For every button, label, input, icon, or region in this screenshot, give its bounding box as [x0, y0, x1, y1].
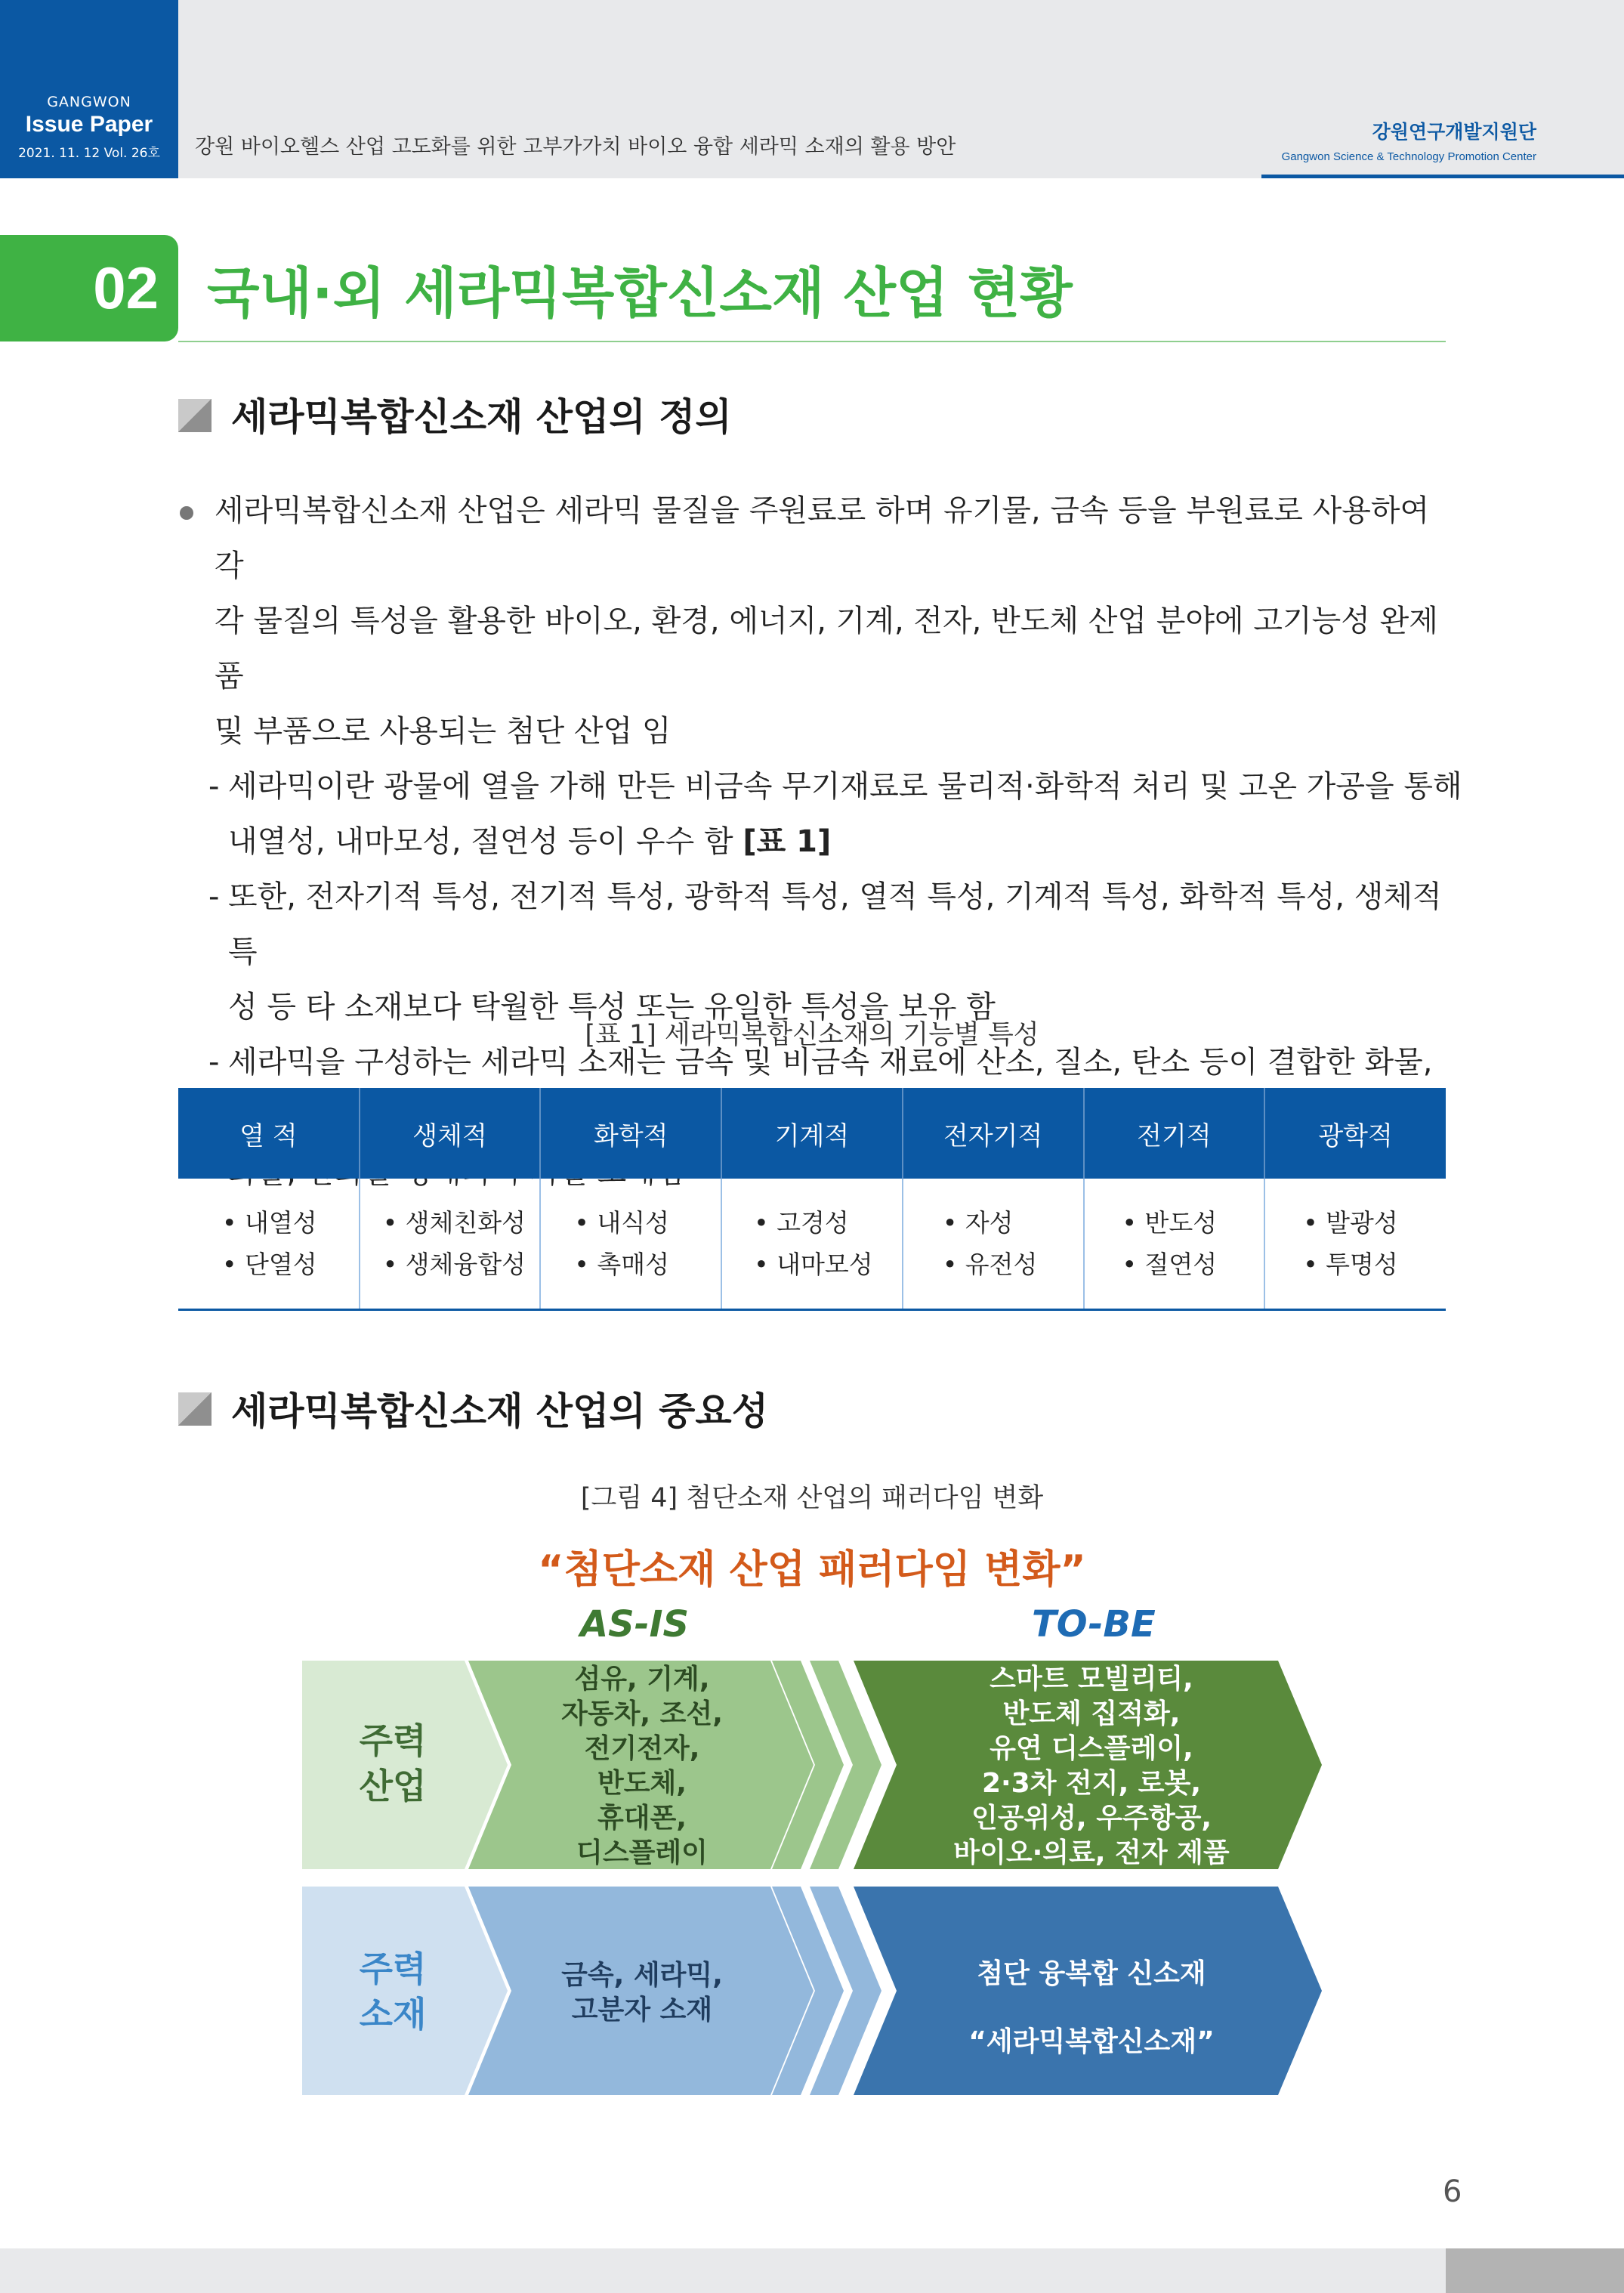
row1-asis-line: 반도체, [597, 1768, 687, 1799]
dash-mark: - [208, 879, 220, 914]
dash-line-text: 내열성, 내마모성, 절연성 등이 우수 함 [228, 824, 743, 859]
cell-item: • 생체친화성 [382, 1208, 526, 1238]
brand-top: GANGWON [47, 94, 131, 110]
organization-name-ko: 강원연구개발지원단 [1372, 121, 1536, 143]
row1-asis-line: 자동차, 조선, [561, 1698, 723, 1729]
row1-asis-line: 섬유, 기계, [574, 1664, 710, 1695]
dash-mark: - [208, 1045, 220, 1080]
row1-asis-line: 디스플레이 [576, 1837, 708, 1868]
table-header-cell: 화학적 [540, 1088, 721, 1179]
row1-tobe-line: 2·3차 전지, 로봇, [981, 1768, 1202, 1799]
row2-tobe-line: “세라믹복합신소재” [968, 2026, 1215, 2057]
row2-label [317, 1946, 468, 2037]
row1-tobe-line: 반도체 집적화, [1002, 1698, 1181, 1729]
bullet-line: 및 부품으로 사용되는 첨단 산업 임 [215, 714, 672, 749]
table-header-cell: 생체적 [360, 1088, 541, 1179]
figure-caption: [그림 4] 첨단소재 산업의 패러다임 변화 [580, 1483, 1044, 1513]
cell-item: • 생체융합성 [382, 1250, 526, 1279]
cell-item: • 고경성 [754, 1208, 849, 1238]
row1-tobe-line: 바이오·의료, 전자 제품 [953, 1837, 1230, 1868]
dash-line: 또한, 전자기적 특성, 전기적 특성, 광학적 특성, 열적 특성, 기계적 특성, 화학적 특성, 생체적 특 [228, 879, 1442, 969]
row2-asis-line: 금속, 세라믹, [561, 1960, 723, 1991]
row2-asis-text [499, 1958, 786, 2028]
row1-tobe-line: 유연 디스플레이, [990, 1733, 1193, 1764]
cell-item: • 절연성 [1122, 1250, 1218, 1279]
page-number: 6 [1443, 2174, 1462, 2209]
row2-asis-line: 고분자 소재 [571, 1995, 713, 2026]
dash-line: 세라믹이란 광물에 열을 가해 만든 비금속 무기재료로 물리적·화학적 처리 및 고온 가공을 통해 [228, 769, 1462, 804]
section-title: 국내·외 세라믹복합신소재 산업 현황 [207, 261, 1073, 325]
as-is-label: AS-IS [580, 1603, 690, 1646]
table-header-cell: 기계적 [721, 1088, 903, 1179]
row2-label-line: 주력 [359, 1948, 427, 1989]
dash-mark: - [208, 769, 220, 804]
table-caption: [표 1] 세라믹복합신소재의 기능별 특성 [585, 1020, 1039, 1050]
row1-tobe-line: 인공위성, 우주항공, [971, 1803, 1212, 1834]
to-be-label: TO-BE [1032, 1603, 1156, 1646]
brand-name: Issue Paper [25, 112, 153, 137]
footer-bar [0, 2248, 1624, 2293]
cell-item: • 유전성 [942, 1250, 1038, 1279]
cell-item: • 투명성 [1303, 1250, 1398, 1279]
row1-label-line: 산업 [359, 1766, 427, 1806]
section-number: 02 [93, 255, 159, 321]
cell-item: • 내열성 [222, 1208, 317, 1238]
cell-item: • 발광성 [1303, 1208, 1398, 1238]
subsection-title-definition: 세라믹복합신소재 산업의 정의 [231, 395, 732, 439]
cell-item: • 반도성 [1122, 1208, 1218, 1238]
row2-label-line: 소재 [359, 1994, 427, 2035]
organization-name-en: Gangwon Science & Technology Promotion Center [1281, 150, 1536, 163]
row1-tobe-line: 스마트 모빌리티, [990, 1664, 1193, 1695]
bullet-line: 각 물질의 특성을 활용한 바이오, 환경, 에너지, 기계, 전자, 반도체 산업 분야에 고기능성 완제품 [215, 604, 1438, 694]
footer-accent [1446, 2248, 1624, 2293]
figure-title: “첨단소재 산업 패러다임 변화” [538, 1547, 1086, 1593]
cell-item: • 단열성 [222, 1250, 317, 1279]
cell-item: • 촉매성 [574, 1250, 669, 1279]
row2-tobe-text [899, 1940, 1284, 2076]
row1-asis-line: 휴대폰, [597, 1803, 687, 1834]
table-reference: [표 1] [743, 824, 832, 859]
bullet-line: 세라믹복합신소재 산업은 세라믹 물질을 주원료로 하며 유기물, 금속 등을 부원료로 사용하여 각 [215, 493, 1430, 583]
cell-item: • 자성 [942, 1208, 1014, 1238]
row2-tobe-line: 첨단 융복합 신소재 [977, 1958, 1206, 1989]
table-header-cell: 광학적 [1264, 1088, 1446, 1179]
cell-item: • 내마모성 [754, 1250, 873, 1279]
table-header-cell: 전기적 [1084, 1088, 1265, 1179]
dash-line: 성 등 타 소재보다 탁월한 특성 또는 유일한 특성을 보유 함 [228, 990, 996, 1024]
row1-asis-text [499, 1662, 786, 1871]
row1-label-line: 주력 [359, 1720, 427, 1761]
table-header-cell: 전자기적 [903, 1088, 1084, 1179]
document-title: 강원 바이오헬스 산업 고도화를 위한 고부가가치 바이오 융합 세라믹 소재의 활용 방안 [195, 135, 956, 159]
subsection-title-importance: 세라믹복합신소재 산업의 중요성 [231, 1389, 769, 1433]
row1-asis-line: 전기전자, [584, 1733, 700, 1764]
dash-line: 세라믹을 구성하는 세라믹 소재는 금속 및 비금속 재료에 산소, 질소, 탄소 등이 결합한 화물, [228, 1045, 1433, 1080]
brand-date: 2021. 11. 12 Vol. 26호 [18, 146, 160, 161]
cell-item: • 내식성 [574, 1208, 669, 1238]
row1-tobe-text [899, 1662, 1284, 1871]
table-header-cell: 열 적 [178, 1088, 360, 1179]
row1-label [317, 1718, 468, 1809]
